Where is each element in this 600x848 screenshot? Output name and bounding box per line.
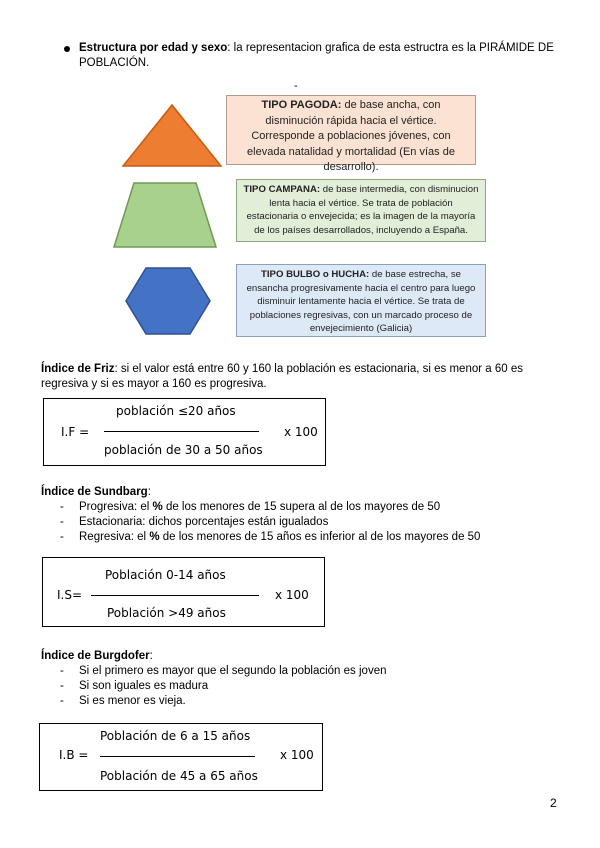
burgdofer-title: Índice de Burgdofer bbox=[41, 650, 150, 662]
friz-lhs: I.F = bbox=[61, 425, 90, 439]
sundbarg-colon: : bbox=[147, 486, 151, 498]
friz-multiplier: x 100 bbox=[284, 425, 318, 439]
box-pagoda-title: TIPO PAGODA: bbox=[261, 99, 342, 111]
list-item bbox=[60, 500, 480, 515]
page-number: 2 bbox=[550, 796, 557, 810]
friz-formula-box bbox=[43, 398, 326, 466]
box-campana bbox=[236, 179, 486, 242]
burgdofer-numerator: Población de 6 a 15 años bbox=[100, 729, 251, 743]
stray-dash: - bbox=[294, 80, 298, 92]
friz-numerator: población ≤20 años bbox=[116, 404, 236, 418]
bullet-icon bbox=[64, 46, 70, 52]
friz-text: : si el valor está entre 60 y 160 la población es estacionaria, si es menor a 60 es regresiva y si es mayor a 160 es progresiva. bbox=[41, 363, 523, 390]
list-item-text: Progresiva: el bbox=[79, 501, 153, 513]
box-bulbo-text: de base estrecha, se ensancha progresivamente hacia el centro para luego disminuir lentamente hacia el vértice. Se trata de poblaciones regresivas, con un marcado proceso de envejecimiento (Galicia) bbox=[246, 269, 476, 334]
sundbarg-fraction-line bbox=[91, 595, 259, 596]
triangle-polygon bbox=[123, 105, 221, 166]
friz-title: Índice de Friz bbox=[41, 363, 115, 375]
sundbarg-multiplier: x 100 bbox=[275, 588, 309, 602]
list-item-text: Regresiva: el bbox=[79, 531, 150, 543]
list-item: - Si es menor es vieja. bbox=[60, 694, 387, 709]
burgdofer-multiplier: x 100 bbox=[280, 748, 314, 762]
list-item bbox=[60, 515, 480, 530]
intro-paragraph bbox=[79, 41, 559, 71]
friz-denominator: población de 30 a 50 años bbox=[104, 443, 263, 457]
burgdofer-formula-box bbox=[39, 723, 323, 791]
list-item-bold: % bbox=[152, 501, 163, 513]
sundbarg-denominator: Población >49 años bbox=[107, 606, 226, 620]
hexagon-polygon bbox=[126, 268, 210, 334]
friz-paragraph bbox=[41, 362, 561, 392]
hexagon-shape bbox=[124, 266, 212, 336]
trapezoid-shape bbox=[112, 181, 218, 249]
box-campana-title: TIPO CAMPANA: bbox=[243, 184, 321, 195]
list-item-text: de los menores de 15 supera al de los mayores de 50 bbox=[162, 501, 441, 513]
list-item bbox=[60, 530, 480, 545]
box-bulbo bbox=[236, 264, 486, 337]
box-bulbo-title: TIPO BULBO o HUCHA: bbox=[261, 269, 370, 280]
box-pagoda-text: de base ancha, con disminución rápida hacia el vértice. Corresponde a poblaciones jóvenes, con elevada natalidad y mortalidad (En vías de desarrollo). bbox=[247, 99, 455, 173]
box-pagoda bbox=[226, 95, 476, 173]
burgdofer-colon: : bbox=[149, 650, 153, 662]
list-item-bold: % bbox=[149, 531, 160, 543]
sundbarg-title: Índice de Sundbarg bbox=[41, 486, 148, 498]
trapezoid-polygon bbox=[114, 183, 216, 247]
burgdofer-lhs: I.B = bbox=[59, 748, 89, 762]
list-item: - Si el primero es mayor que el segundo la población es joven bbox=[60, 664, 387, 679]
burgdofer-denominator: Población de 45 a 65 años bbox=[100, 769, 258, 783]
friz-fraction-line bbox=[104, 431, 259, 432]
intro-text: : la representacion grafica de esta estructra es la PIRÁMIDE DE POBLACIÓN. bbox=[79, 42, 554, 69]
triangle-shape bbox=[121, 103, 223, 168]
sundbarg-formula-box bbox=[42, 557, 325, 627]
sundbarg-list bbox=[60, 500, 480, 545]
intro-bold: Estructura por edad y sexo bbox=[79, 42, 228, 54]
list-item: - Si son iguales es madura bbox=[60, 679, 387, 694]
burgdofer-fraction-line bbox=[100, 756, 255, 757]
list-item-text: de los menores de 15 años es inferior al de los mayores de 50 bbox=[159, 531, 481, 543]
sundbarg-heading bbox=[41, 485, 561, 500]
list-item-text: Estacionaria: dichos porcentajes están igualados bbox=[79, 516, 329, 528]
burgdofer-list bbox=[60, 664, 387, 709]
box-campana-text: de base intermedia, con disminucion lenta hacia el vértice. Se trata de población estacionaria o envejecida; es la imagen de la mayoría de los países desarrollados, incluyendo a España. bbox=[246, 184, 479, 236]
sundbarg-numerator: Población 0-14 años bbox=[105, 568, 226, 582]
sundbarg-lhs: I.S= bbox=[57, 588, 83, 602]
burgdofer-heading bbox=[41, 649, 561, 664]
